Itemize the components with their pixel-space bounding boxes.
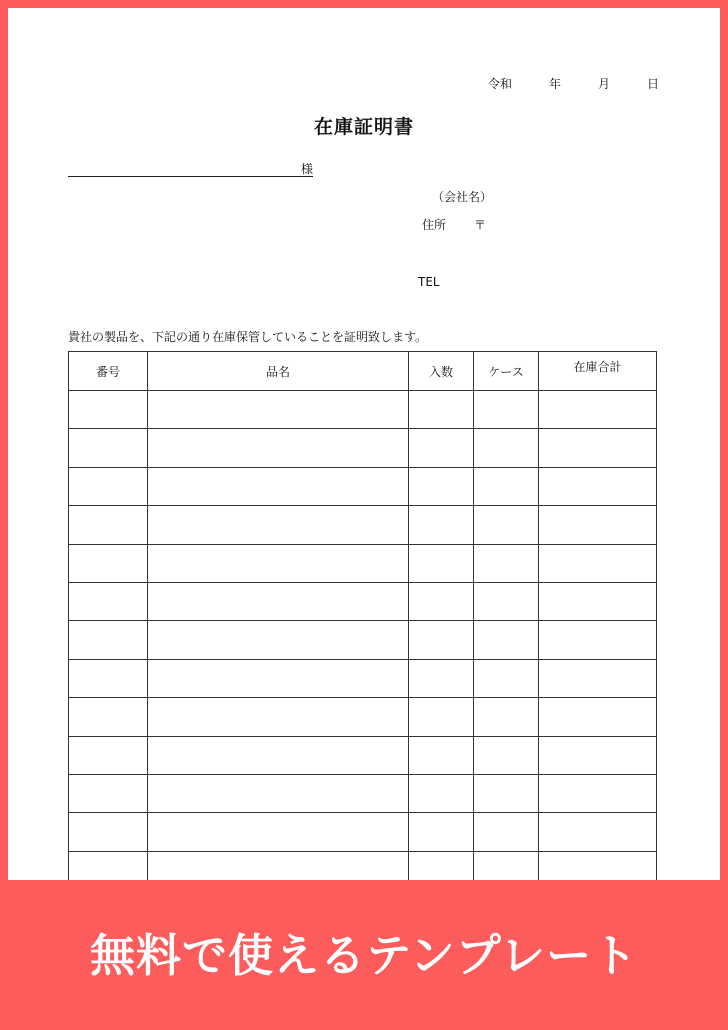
cell-case[interactable] [474, 659, 539, 697]
table-row [69, 582, 657, 620]
header-quantity-per-case: 入数 [409, 352, 474, 391]
cell-quantity-per-case[interactable] [409, 467, 474, 505]
cell-case[interactable] [474, 467, 539, 505]
cell-quantity-per-case[interactable] [409, 698, 474, 736]
cell-quantity-per-case[interactable] [409, 813, 474, 851]
table-header-row [69, 352, 657, 391]
cell-item-name[interactable] [148, 621, 409, 659]
header-stock-total: 在庫合計 [539, 352, 657, 391]
cell-item-name[interactable] [148, 467, 409, 505]
table-row [69, 391, 657, 429]
table-row [69, 621, 657, 659]
cell-number[interactable] [69, 506, 148, 544]
certification-statement: 貴社の製品を、下記の通り在庫保管していることを証明致します。 [68, 330, 428, 344]
cell-item-name[interactable] [148, 774, 409, 812]
header-number: 番号 [69, 352, 148, 391]
cell-case[interactable] [474, 429, 539, 467]
cell-case[interactable] [474, 736, 539, 774]
date-day: 日 [647, 77, 660, 91]
cell-stock-total[interactable] [539, 659, 657, 697]
table-row [69, 429, 657, 467]
header-item-name: 品名 [148, 352, 409, 391]
cell-quantity-per-case[interactable] [409, 544, 474, 582]
cell-number[interactable] [69, 813, 148, 851]
cell-case[interactable] [474, 621, 539, 659]
cell-stock-total[interactable] [539, 813, 657, 851]
cell-stock-total[interactable] [539, 506, 657, 544]
cell-case[interactable] [474, 813, 539, 851]
cell-number[interactable] [69, 391, 148, 429]
cell-number[interactable] [69, 698, 148, 736]
address-label: 住所 [422, 218, 447, 232]
cell-stock-total[interactable] [539, 544, 657, 582]
cell-stock-total[interactable] [539, 621, 657, 659]
cell-case[interactable] [474, 506, 539, 544]
addressee-line [68, 176, 313, 177]
cell-item-name[interactable] [148, 698, 409, 736]
table-row [69, 506, 657, 544]
cell-item-name[interactable] [148, 736, 409, 774]
header-case: ケース [474, 352, 539, 391]
cell-quantity-per-case[interactable] [409, 582, 474, 620]
table-row [69, 813, 657, 851]
cell-item-name[interactable] [148, 813, 409, 851]
cell-quantity-per-case[interactable] [409, 391, 474, 429]
company-name-label: （会社名） [432, 190, 493, 204]
table-row [69, 698, 657, 736]
cell-item-name[interactable] [148, 659, 409, 697]
table-row [69, 467, 657, 505]
cell-quantity-per-case[interactable] [409, 429, 474, 467]
cell-item-name[interactable] [148, 391, 409, 429]
stock-table-container [68, 351, 656, 890]
date-era: 令和 [488, 77, 513, 91]
cell-stock-total[interactable] [539, 467, 657, 505]
cell-stock-total[interactable] [539, 736, 657, 774]
cell-number[interactable] [69, 467, 148, 505]
addressee-suffix: 様 [301, 162, 314, 176]
table-row [69, 544, 657, 582]
cell-stock-total[interactable] [539, 774, 657, 812]
cell-number[interactable] [69, 774, 148, 812]
cell-quantity-per-case[interactable] [409, 621, 474, 659]
postal-mark: 〒 [474, 218, 487, 232]
cell-stock-total[interactable] [539, 429, 657, 467]
cell-number[interactable] [69, 659, 148, 697]
table-row [69, 659, 657, 697]
cell-stock-total[interactable] [539, 582, 657, 620]
cell-number[interactable] [69, 621, 148, 659]
cell-case[interactable] [474, 582, 539, 620]
cell-item-name[interactable] [148, 544, 409, 582]
cell-quantity-per-case[interactable] [409, 506, 474, 544]
stock-table [68, 351, 657, 890]
date-month: 月 [598, 77, 611, 91]
tel-label: TEL [418, 275, 440, 289]
cell-case[interactable] [474, 391, 539, 429]
cell-item-name[interactable] [148, 582, 409, 620]
cell-item-name[interactable] [148, 429, 409, 467]
cell-quantity-per-case[interactable] [409, 774, 474, 812]
cell-number[interactable] [69, 736, 148, 774]
date-year: 年 [549, 77, 562, 91]
cell-quantity-per-case[interactable] [409, 659, 474, 697]
banner-text: 無料で使えるテンプレート [90, 929, 638, 982]
table-row [69, 736, 657, 774]
cell-item-name[interactable] [148, 506, 409, 544]
cell-number[interactable] [69, 429, 148, 467]
table-row [69, 774, 657, 812]
cell-case[interactable] [474, 774, 539, 812]
document-title: 在庫証明書 [313, 116, 414, 138]
cell-case[interactable] [474, 544, 539, 582]
cell-number[interactable] [69, 582, 148, 620]
cell-stock-total[interactable] [539, 698, 657, 736]
cell-quantity-per-case[interactable] [409, 736, 474, 774]
cell-number[interactable] [69, 544, 148, 582]
cell-stock-total[interactable] [539, 391, 657, 429]
table-body [69, 391, 657, 890]
cell-case[interactable] [474, 698, 539, 736]
